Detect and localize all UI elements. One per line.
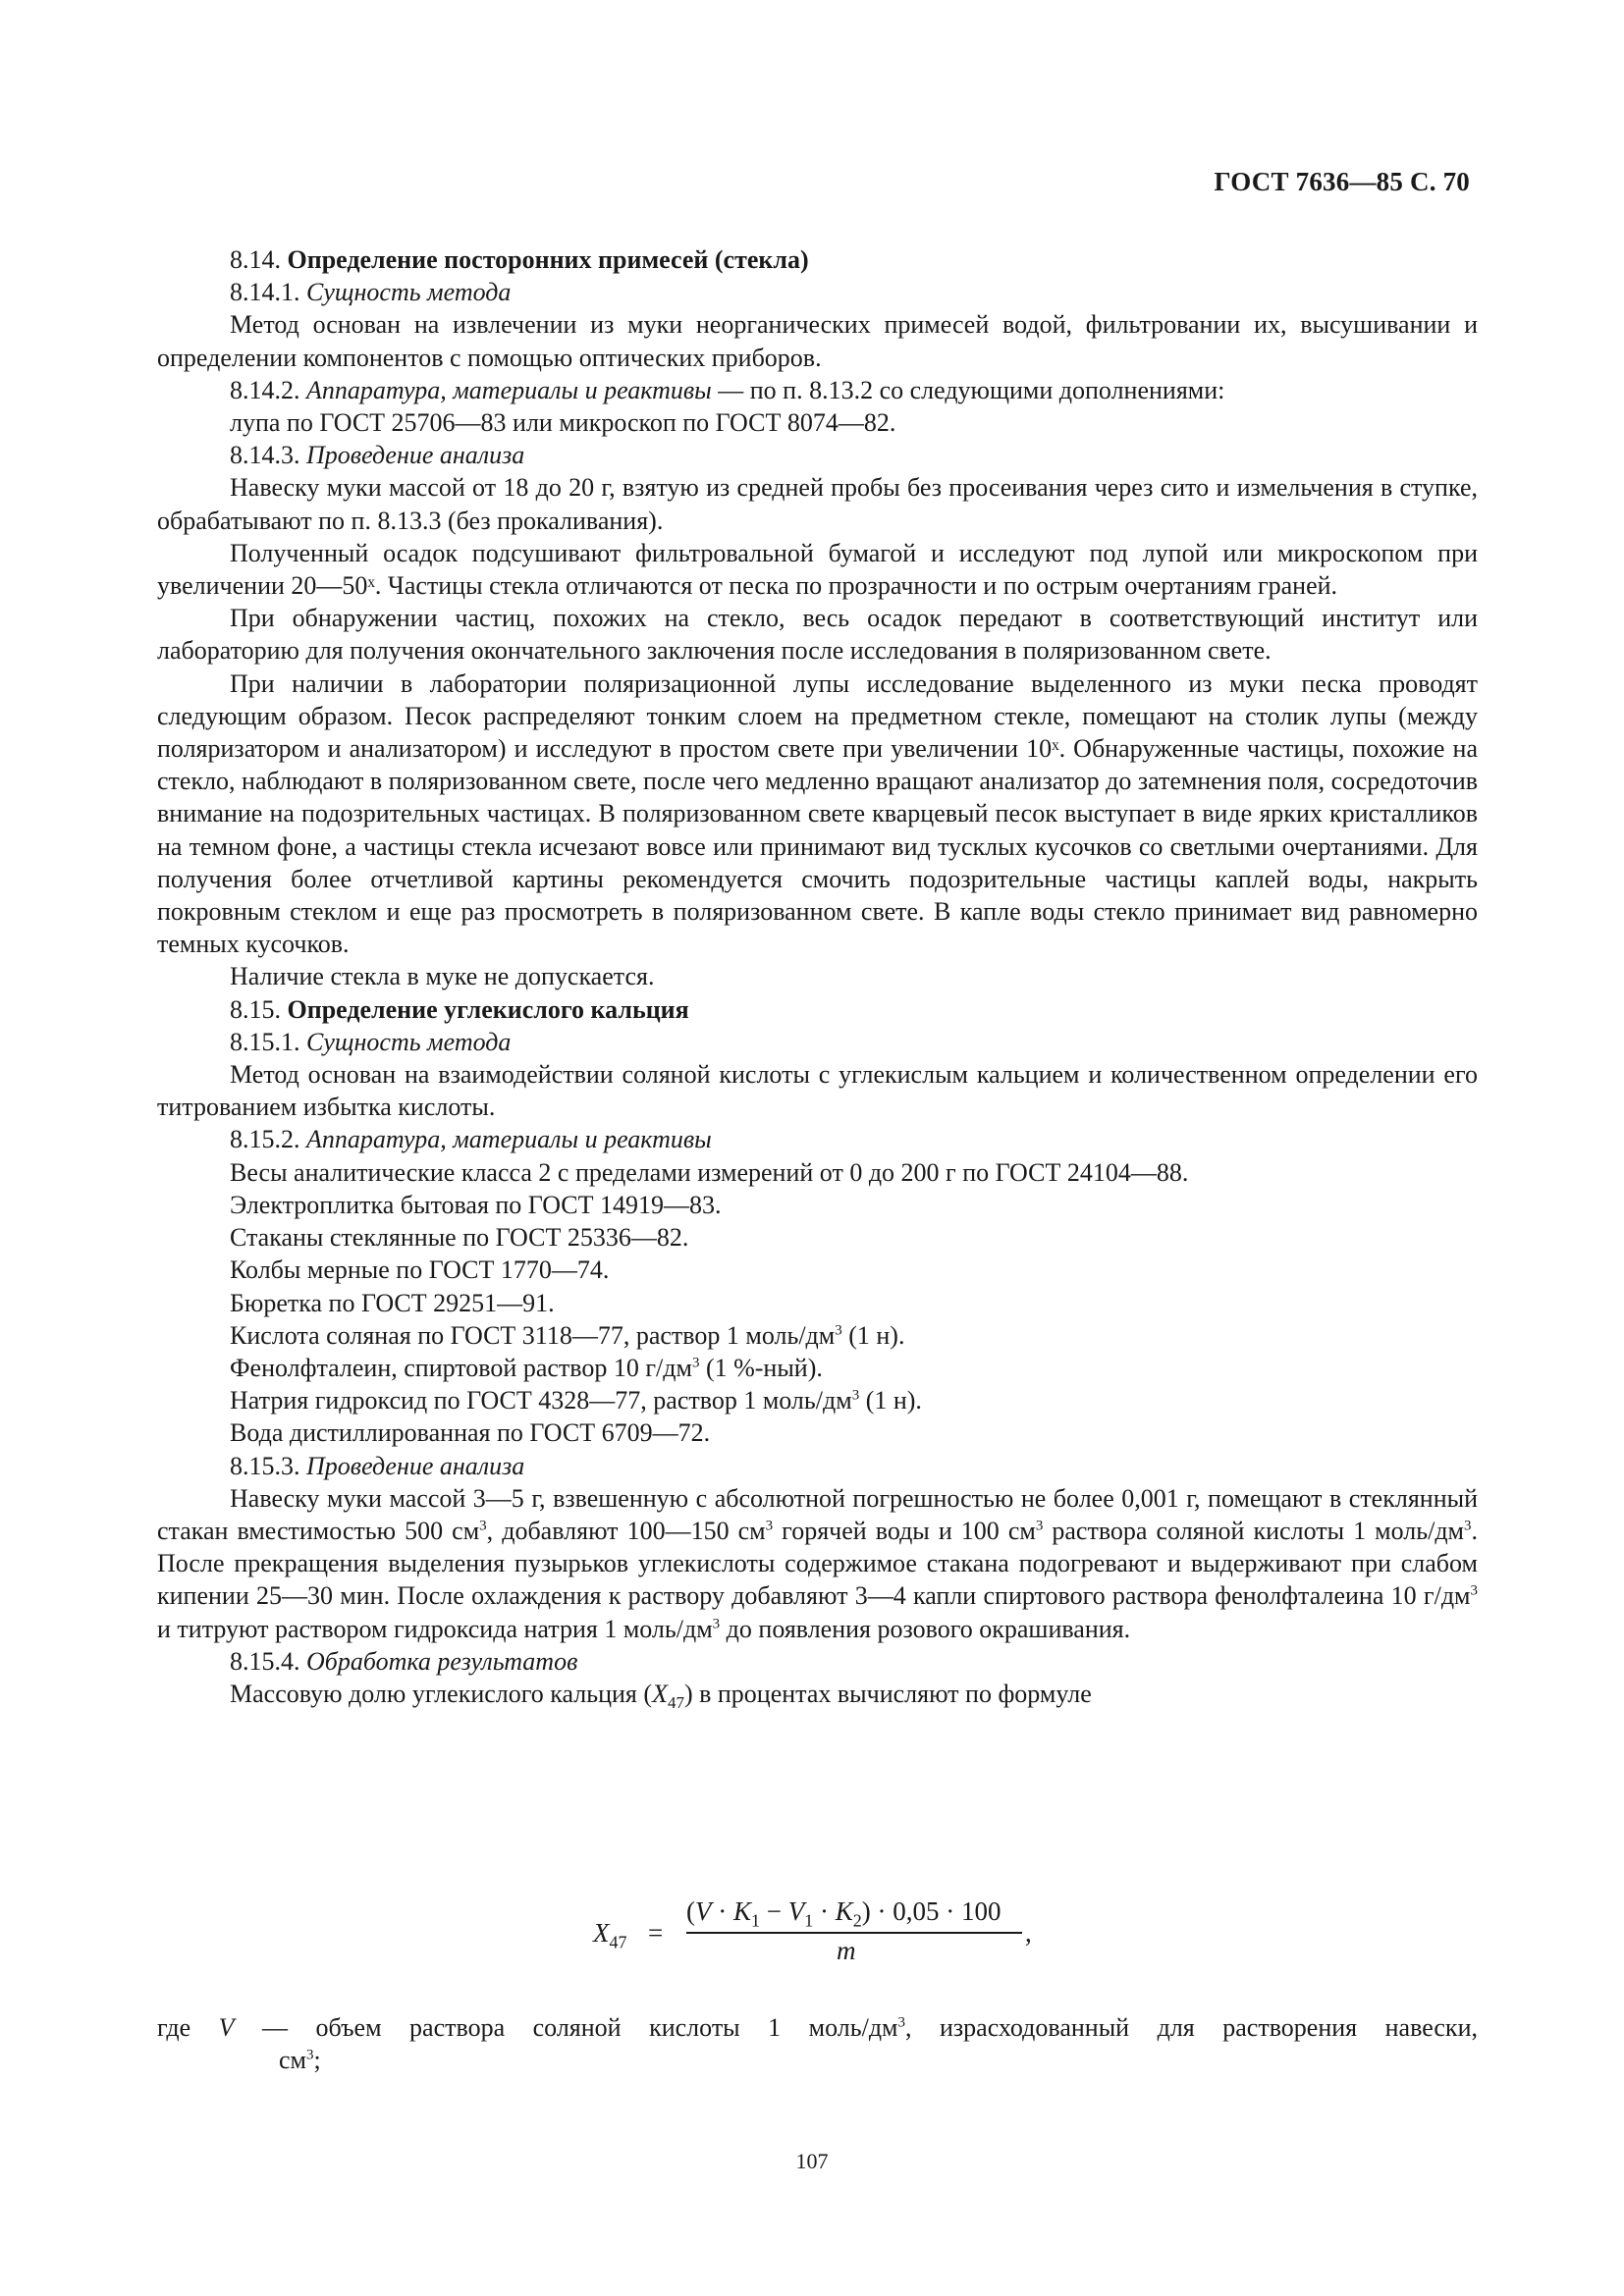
paragraph: Массовую долю углекислого кальция $(X_{47})$ в процентах вычисляют по формуле (230, 1679, 1092, 1713)
list-item: Вода дистиллированная по ГОСТ 6709—72. (230, 1418, 711, 1448)
paragraph: Навеску муки массой от 18 до 20 г, взятую из средней пробы без просеивания через сито и измельчения в ступке, обрабатывают по п. 8.13.3 (без прокаливания). (157, 473, 1478, 535)
subsection-heading: 8.15.4. Обработка результатов (230, 1646, 578, 1676)
paragraph: При обнаружении частиц, похожих на стекло, весь осадок передают в соответствующий институт или лабораторию для получения окончательного заключения после исследования в поляризованном свете. (157, 604, 1478, 666)
document-header: ГОСТ 7636—85 С. 70 (1214, 167, 1470, 196)
list-item: Электроплитка бытовая по ГОСТ 14919—83. (230, 1190, 722, 1219)
subsection-heading: 8.14.1. Сущность метода (230, 278, 512, 307)
list-item: Натрия гидроксид по ГОСТ 4328—77, раствор 1 моль/$дм^3$ (1 н). (230, 1386, 922, 1415)
list-item: Весы аналитические класса 2 с пределами измерений от 0 до 200 г по ГОСТ 24104—88. (230, 1157, 1189, 1187)
paragraph: Навеску муки массой 3—5 г, взвешенную с абсолютной погрешностью не более 0,001 г, помещают в стеклянный стакан вместимостью 500 $см^3$, добавляют 100—150 $см^3$ горячей воды и 100 $см^3$ раствора соляной кислоты 1 моль/$дм^3$. После прекращения выделения пузырьков углекислоты содержимое стакана подогревают и выдерживают при слабом кипении 25—30 мин. После охлаждения к раствору добавляют 3—4 капли спиртового раствора фенолфталеина 10 $г/дм^3$ и титруют раствором гидроксида натрия 1 моль/$дм^3$ до появления розового окрашивания. (157, 1483, 1478, 1643)
formula-numerator: $(V \cdot K_1 - V_1 \cdot K_2) \cdot 0,05 \cdot 100$ (686, 1896, 1001, 1931)
document-body (157, 243, 1479, 1713)
list-item: Кислота соляная по ГОСТ 3118—77, раствор 1 моль/$дм^3$ (1 н). (230, 1320, 905, 1350)
page-number: 107 (795, 2149, 829, 2173)
list-item: Фенолфталеин, спиртовой раствор 10 $г/дм^3$ (1 %-ный). (230, 1353, 823, 1382)
formula-comma: , (1025, 1918, 1032, 1948)
subsection-heading: 8.15.1. Сущность метода (230, 1027, 512, 1056)
legend-line-1: где V — объем раствора соляной кислоты 1 моль/$дм^3$, израсходованный для растворения навески, (157, 2013, 1478, 2042)
formula-legend (157, 2011, 1478, 2076)
list-item: Стаканы стеклянные по ГОСТ 25336—82. (230, 1223, 689, 1253)
subsection-heading: 8.15.2. Аппаратура, материалы и реактивы (230, 1125, 712, 1154)
paragraph: Полученный осадок подсушивают фильтровальной бумагой и исследуют под лупой или микроскопом при увеличении 20—50ˣ. Частицы стекла отличаются от песка по прозрачности и по острым очертаниям граней. (157, 538, 1478, 601)
paragraph: Метод основан на извлечении из муки неорганических примесей водой, фильтровании их, высушивании и определении компонентов с помощью оптических приборов. (157, 310, 1478, 372)
formula-denominator: m (837, 1936, 856, 1965)
paragraph: Наличие стекла в муке не допускается. (230, 962, 655, 991)
subsection-heading: 8.14.2. Аппаратура, материалы и реактивы — по п. 8.13.2 со следующими дополнениями: (230, 375, 1225, 404)
formula-x47 (593, 1896, 1064, 1965)
section-heading-8-14: 8.14. Определение посторонних примесей (стекла) (230, 245, 809, 274)
list-item: Колбы мерные по ГОСТ 1770—74. (230, 1255, 610, 1285)
legend-line-2: $см^3$; (279, 2046, 321, 2075)
subsection-heading: 8.15.3. Проведение анализа (230, 1451, 525, 1480)
list-item: Бюретка по ГОСТ 29251—91. (230, 1288, 555, 1317)
paragraph: лупа по ГОСТ 25706—83 или микроскоп по ГОСТ 8074—82. (230, 408, 896, 438)
section-heading-8-15: 8.15. Определение углекислого кальция (230, 994, 689, 1024)
paragraph: Метод основан на взаимодействии соляной кислоты с углекислым кальцием и количественном определении его титрованием избытка кислоты. (157, 1060, 1478, 1122)
paragraph: При наличии в лаборатории поляризационной лупы исследование выделенного из муки песка проводят следующим образом. Песок распределяют тонким слоем на предметном стекле, помещают на столик лупы (между поляризатором и анализатором) и исследуют в простом свете при увеличении 10ˣ. Обнаруженные частицы, похожие на стекло, наблюдают в поляризованном свете, после чего медленно вращают анализатор до затемнения поля, сосредоточив внимание на подозрительных частицах. В поляризованном свете кварцевый песок выступает в виде ярких кристалликов на темном фоне, а частицы стекла исчезают вовсе или принимают вид тусклых кусочков со светлыми очертаниями. Для получения более отчетливой картины рекомендуется смочить подозрительные частицы каплей воды, накрыть покровным стеклом и еще раз просмотреть в поляризованном свете. В капле воды стекло принимает вид равномерно темных кусочков. (157, 668, 1479, 959)
fraction-bar (686, 1932, 1022, 1934)
formula-equals: = (648, 1918, 664, 1948)
formula-lhs: $X_{47}$ (593, 1918, 627, 1952)
subsection-heading: 8.14.3. Проведение анализа (230, 441, 525, 470)
